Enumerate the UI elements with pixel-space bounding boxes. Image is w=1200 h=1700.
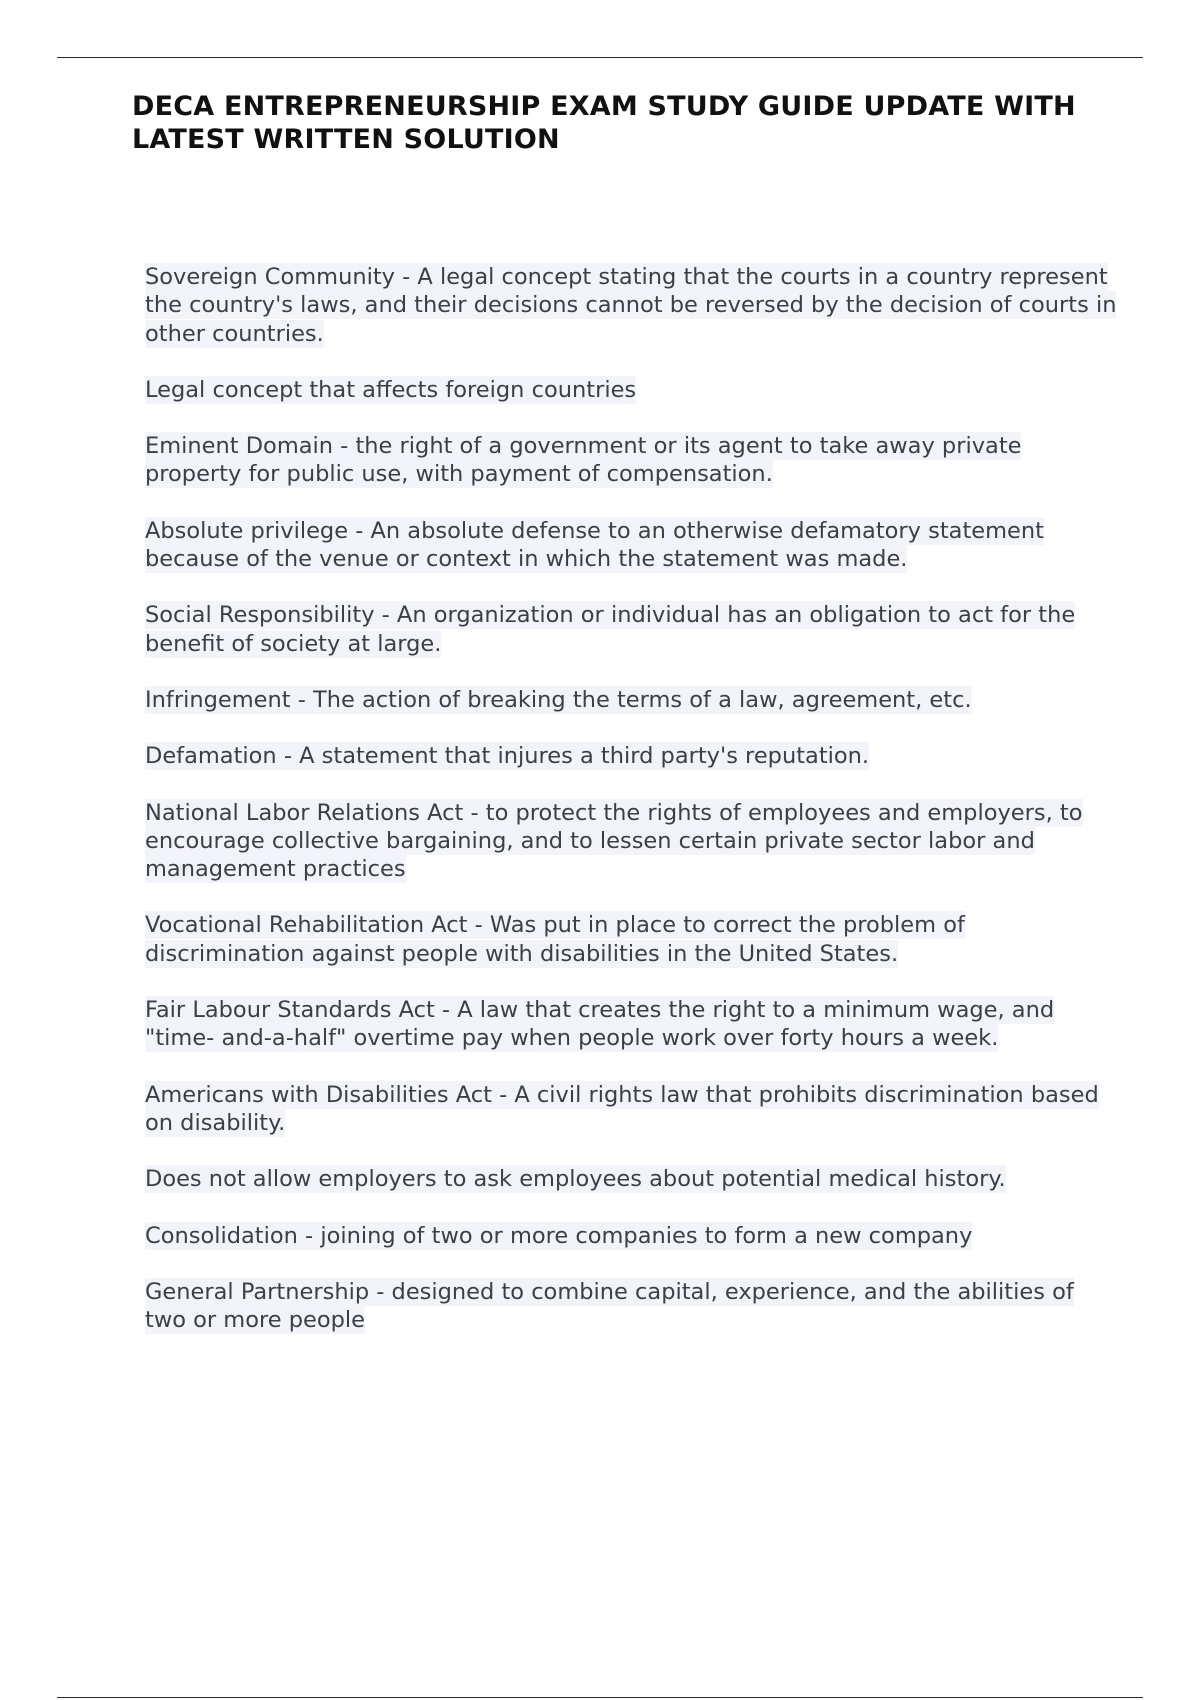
list-item [145, 1222, 1120, 1250]
entry-text: Vocational Rehabilitation Act - Was put in place to correct the problem of discrimination against people with disabilities in the United States. [145, 912, 965, 967]
entry-text: Fair Labour Standards Act - A law that creates the right to a minimum wage, and "time- and-a-half" overtime pay when people work over forty hours a week. [145, 997, 1055, 1052]
list-item [145, 996, 1120, 1053]
list-item [145, 686, 1120, 714]
entry-text: Legal concept that affects foreign countries [145, 376, 637, 403]
list-item [145, 263, 1120, 348]
entry-text: Does not allow employers to ask employees about potential medical history. [145, 1166, 1006, 1193]
entry-text: Eminent Domain - the right of a government or its agent to take away private property for public use, with payment of compensation. [145, 433, 1022, 488]
entry-text: Americans with Disabilities Act - A civil rights law that prohibits discrimination based on disability. [145, 1081, 1099, 1136]
entry-text: National Labor Relations Act - to protect the rights of employees and employers, to encourage collective bargaining, and to lessen certain private sector labor and management practices [145, 799, 1083, 883]
entry-list [145, 263, 1120, 1362]
list-item [145, 601, 1120, 658]
entry-text: Sovereign Community - A legal concept stating that the courts in a country represent the country's laws, and their decisions cannot be reversed by the decision of courts in other countries. [145, 264, 1117, 347]
list-item [145, 742, 1120, 770]
list-item [145, 1278, 1120, 1335]
bottom-rule [57, 1697, 1143, 1698]
entry-text: Infringement - The action of breaking the terms of a law, agreement, etc. [145, 686, 972, 713]
top-rule [57, 57, 1143, 58]
list-item [145, 1081, 1120, 1138]
list-item [145, 1165, 1120, 1193]
entry-text: Absolute privilege - An absolute defense to an otherwise defamatory statement because of the venue or context in which the statement was made. [145, 517, 1044, 573]
list-item [145, 799, 1120, 884]
list-item [145, 376, 1120, 404]
document-title: DECA ENTREPRENEURSHIP EXAM STUDY GUIDE UPDATE WITH LATEST WRITTEN SOLUTION [132, 91, 1076, 155]
entry-text: General Partnership - designed to combine capital, experience, and the abilities of two or more people [145, 1278, 1074, 1334]
list-item [145, 432, 1120, 489]
entry-text: Social Responsibility - An organization or individual has an obligation to act for the benefit of society at large. [145, 602, 1076, 657]
list-item [145, 911, 1120, 968]
list-item [145, 517, 1120, 574]
entry-text: Defamation - A statement that injures a third party's reputation. [145, 743, 870, 770]
entry-text: Consolidation - joining of two or more companies to form a new company [145, 1222, 973, 1249]
